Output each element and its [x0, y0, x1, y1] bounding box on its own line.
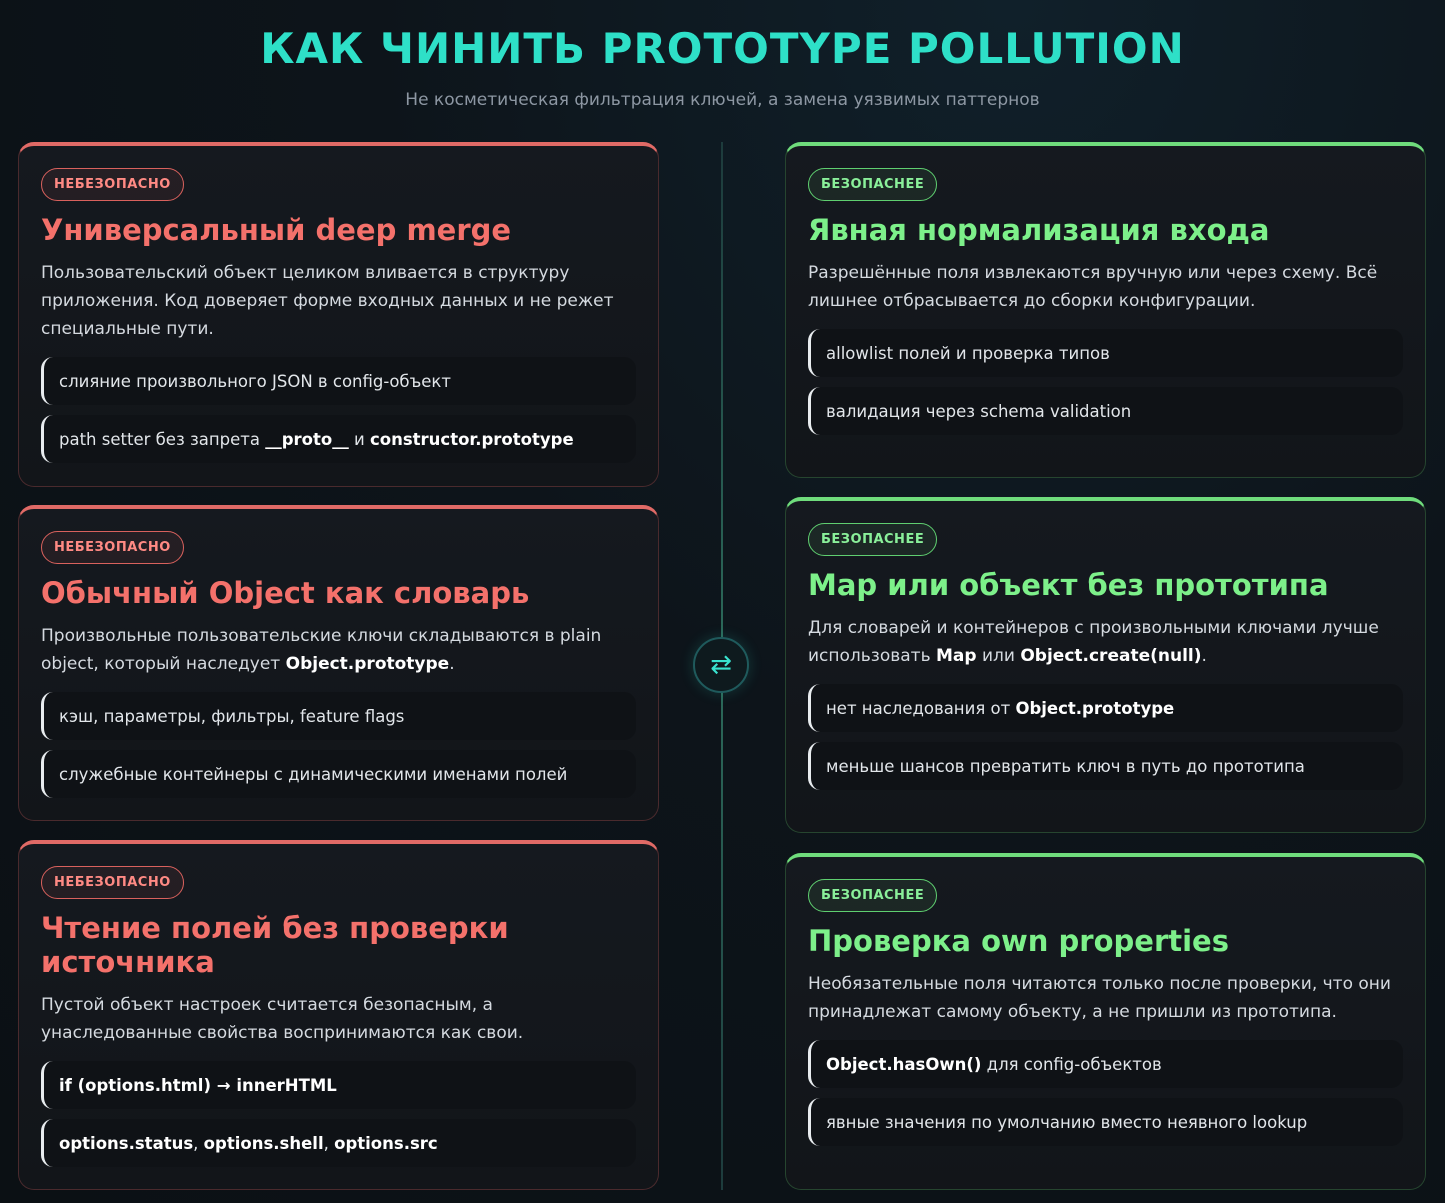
- safe-card: [785, 497, 1426, 833]
- description-run: Произвольные пользовательские ключи складываются в plain object, который наследует: [41, 626, 602, 674]
- safe-card: [785, 142, 1426, 478]
- unsafe-badge: НЕБЕЗОПАСНО: [41, 866, 184, 899]
- card-item: [808, 1040, 1403, 1088]
- card-item-list: [41, 357, 636, 463]
- item-run: __proto__: [265, 429, 349, 449]
- description-run: Разрешённые поля извлекаются вручную или через схему. Всё лишнее отбрасывается до сборки конфигурации.: [808, 263, 1378, 311]
- item-run: allowlist полей и проверка типов: [826, 343, 1110, 363]
- card-item: [808, 1098, 1403, 1146]
- card-item: [41, 692, 636, 740]
- description-run: Object.create(null): [1020, 646, 1202, 666]
- card-title: Чтение полей без проверки источника: [41, 911, 509, 979]
- card-title: Проверка own properties: [808, 924, 1229, 958]
- description-run: .: [449, 654, 455, 674]
- card-title: Обычный Object как словарь: [41, 576, 530, 610]
- item-run: options.src: [334, 1133, 438, 1153]
- item-run: options.status: [59, 1133, 194, 1153]
- item-run: слияние произвольного JSON в config-объект: [59, 371, 451, 391]
- card-title: Универсальный deep merge: [41, 213, 512, 247]
- item-run: для config-объектов: [981, 1054, 1162, 1074]
- item-run: Object.prototype: [1015, 698, 1175, 718]
- card-item: [808, 684, 1403, 732]
- item-run: и: [348, 429, 370, 449]
- card-item-list: [808, 1040, 1403, 1146]
- description-run: Object.prototype: [285, 654, 450, 674]
- unsafe-card: [18, 840, 659, 1190]
- description-run: .: [1201, 646, 1207, 666]
- unsafe-badge: НЕБЕЗОПАСНО: [41, 531, 184, 564]
- item-run: явные значения по умолчанию вместо неявного lookup: [826, 1112, 1308, 1132]
- item-run: ,: [323, 1133, 335, 1153]
- card-item: [808, 329, 1403, 377]
- description-run: Пользовательский объект целиком вливается в структуру приложения. Код доверяет форме входных данных и не режет специальные пути.: [41, 263, 614, 339]
- item-run: constructor.prototype: [369, 429, 574, 449]
- card-item-text: [59, 707, 404, 726]
- description-run: или: [976, 646, 1021, 666]
- card-item-list: [808, 684, 1403, 790]
- page-subtitle: Не косметическая фильтрация ключей, а замена уязвимых паттернов: [405, 90, 1040, 110]
- card-item-text: [826, 402, 1131, 421]
- description-run: Пустой объект настроек считается безопасным, а унаследованные свойства воспринимаются как свои.: [41, 995, 524, 1043]
- description-run: Для словарей и контейнеров с произвольными ключами лучше использовать: [808, 618, 1379, 666]
- item-run: options.shell: [203, 1133, 324, 1153]
- card-item-list: [41, 692, 636, 798]
- card-item-text: [59, 1076, 337, 1095]
- card-item: [41, 415, 636, 463]
- card-item-text: [826, 344, 1110, 363]
- card-description: [41, 622, 636, 678]
- card-item: [41, 1061, 636, 1109]
- card-item-text: [59, 430, 574, 449]
- card-item-text: [826, 1113, 1307, 1132]
- unsafe-card: [18, 505, 659, 821]
- item-run: path setter без запрета: [59, 429, 266, 449]
- card-item-list: [41, 1061, 636, 1167]
- card-item-text: [826, 1055, 1162, 1074]
- card-item-text: [59, 1134, 438, 1153]
- unsafe-badge: НЕБЕЗОПАСНО: [41, 168, 184, 201]
- safe-badge: БЕЗОПАСНЕЕ: [808, 523, 937, 556]
- card-item: [41, 357, 636, 405]
- card-description: [808, 614, 1403, 670]
- item-run: служебные контейнеры с динамическими именами полей: [59, 764, 568, 784]
- card-item-list: [808, 329, 1403, 435]
- card-item-text: [59, 765, 567, 784]
- safe-badge: БЕЗОПАСНЕЕ: [808, 168, 937, 201]
- card-description: [808, 970, 1403, 1026]
- safe-badge: БЕЗОПАСНЕЕ: [808, 879, 937, 912]
- item-run: if (options.html) → innerHTML: [59, 1075, 337, 1095]
- item-run: валидация через schema validation: [826, 401, 1132, 421]
- item-run: нет наследования от: [826, 698, 1016, 718]
- description-run: Map: [936, 646, 977, 666]
- card-item: [808, 387, 1403, 435]
- card-item: [808, 742, 1403, 790]
- page-title: КАК ЧИНИТЬ PROTOTYPE POLLUTION: [260, 24, 1185, 73]
- card-description: [41, 991, 636, 1047]
- card-item: [41, 750, 636, 798]
- swap-arrows-icon: ⇄: [693, 637, 749, 693]
- item-run: Object.hasOwn(): [826, 1054, 982, 1074]
- item-run: ,: [193, 1133, 204, 1153]
- card-title: Явная нормализация входа: [808, 213, 1270, 247]
- card-description: [808, 259, 1403, 315]
- card-title: Map или объект без прототипа: [808, 568, 1329, 602]
- card-description: [41, 259, 636, 343]
- card-item-text: [826, 757, 1305, 776]
- item-run: кэш, параметры, фильтры, feature flags: [59, 706, 405, 726]
- card-item-text: [59, 372, 451, 391]
- unsafe-card: [18, 142, 659, 487]
- card-item: [41, 1119, 636, 1167]
- safe-card: [785, 853, 1426, 1190]
- description-run: Необязательные поля читаются только после проверки, что они принадлежат самому объекту, а не пришли из прототипа.: [808, 974, 1391, 1022]
- card-item-text: [826, 699, 1174, 718]
- item-run: меньше шансов превратить ключ в путь до прототипа: [826, 756, 1305, 776]
